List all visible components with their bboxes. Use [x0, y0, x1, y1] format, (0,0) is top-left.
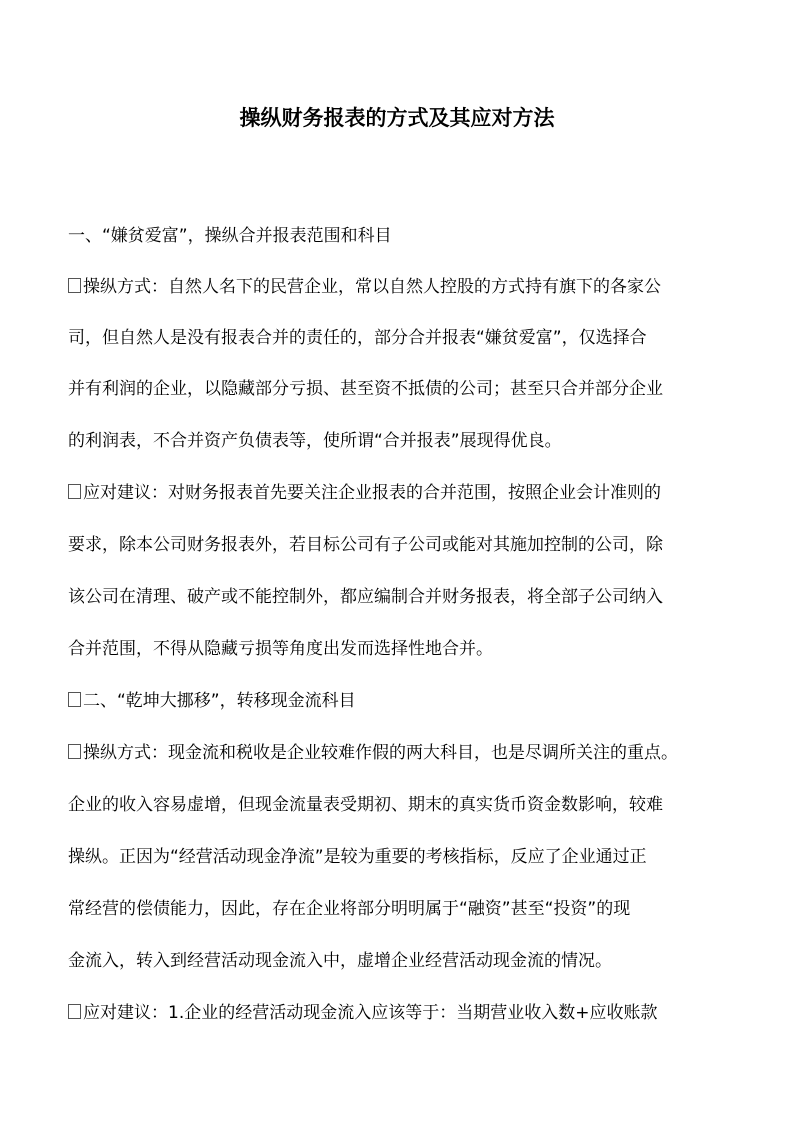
paragraph-line [68, 275, 661, 299]
line-text: 应对建议：1.企业的经营活动现金流入应该等于：当期营业收入数+应收账款 [83, 1003, 658, 1023]
checkbox-glyph-icon [68, 692, 81, 707]
line-text: 应对建议：对财务报表首先要关注企业报表的合并范围，按照企业会计准则的 [83, 483, 661, 503]
line-text: 的利润表，不合并资产负债表等，使所谓“合并报表”展现得优良。 [68, 431, 562, 451]
line-text: 操纵。正因为“经营活动现金净流”是较为重要的考核指标，反应了企业通过正 [68, 847, 647, 867]
line-text: 该公司在清理、破产或不能控制外，都应编制合并财务报表，将全部子公司纳入 [68, 587, 663, 607]
line-text: 操纵方式：现金流和税收是企业较难作假的两大科目，也是尽调所关注的重点。 [83, 743, 678, 763]
line-text: 合并范围，不得从隐藏亏损等角度出发而选择性地合并。 [68, 639, 493, 659]
checkbox-glyph-icon [68, 278, 81, 293]
section-heading [68, 689, 356, 713]
line-text: 金流入，转入到经营活动现金流入中，虚增企业经营活动现金流的情况。 [68, 951, 612, 971]
paragraph-line [68, 481, 661, 505]
line-text: 并有利润的企业，以隐藏部分亏损、甚至资不抵债的公司；甚至只合并部分企业 [68, 379, 663, 399]
paragraph-line [68, 949, 612, 973]
line-text: 常经营的偿债能力，因此，存在企业将部分明明属于“融资”甚至“投资”的现 [68, 899, 631, 919]
line-text: 企业的收入容易虚增，但现金流量表受期初、期末的真实货币资金数影响，较难 [68, 795, 663, 815]
paragraph-line [68, 533, 663, 557]
checkbox-glyph-icon [68, 484, 81, 499]
line-text: 一、“嫌贫爱富”，操纵合并报表范围和科目 [68, 226, 392, 246]
checkbox-glyph-icon [68, 1004, 81, 1019]
paragraph-line [68, 585, 663, 609]
line-text: 要求，除本公司财务报表外，若目标公司有子公司或能对其施加控制的公司，除 [68, 535, 663, 555]
paragraph-line [68, 637, 493, 661]
document-title: 操纵财务报表的方式及其应对方法 [239, 106, 555, 130]
paragraph-line [68, 741, 678, 765]
paragraph-line [68, 845, 647, 869]
checkbox-glyph-icon [68, 744, 81, 759]
line-text: 二、“乾坤大挪移”，转移现金流科目 [83, 691, 356, 711]
line-text: 司，但自然人是没有报表合并的责任的，部分合并报表“嫌贫爱富”，仅选择合 [68, 328, 647, 348]
section-heading [68, 224, 392, 248]
paragraph-line [68, 793, 663, 817]
paragraph-line [68, 429, 562, 453]
paragraph-line [68, 326, 647, 350]
paragraph-line [68, 897, 630, 921]
line-text: 操纵方式：自然人名下的民营企业，常以自然人控股的方式持有旗下的各家公 [83, 277, 661, 297]
paragraph-line [68, 1001, 657, 1025]
paragraph-line [68, 377, 663, 401]
